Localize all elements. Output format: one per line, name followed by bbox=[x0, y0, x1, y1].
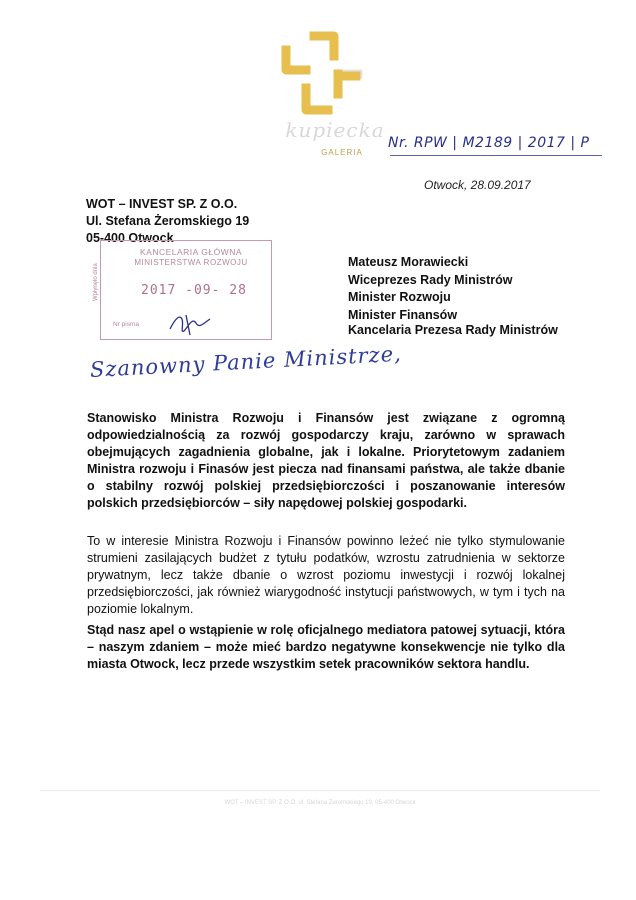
footer-divider bbox=[40, 790, 600, 791]
reference-number: Nr. RPW | M2189 | 2017 | P bbox=[388, 135, 590, 151]
recipient-title-1: Wiceprezes Rady Ministrów bbox=[348, 272, 513, 287]
recipient-title-2: Minister Rozwoju bbox=[348, 290, 451, 304]
stamp-date: 2017 -09- 28 bbox=[141, 283, 247, 298]
recipient-address bbox=[348, 254, 513, 324]
stamp-title: KANCELARIA GŁÓWNA bbox=[139, 247, 243, 257]
logo-wordmark: kupiecka bbox=[285, 118, 385, 142]
footer-text bbox=[40, 796, 600, 811]
recipient-institution: Kancelaria Prezesa Rady Ministrów bbox=[348, 323, 558, 337]
sender-city: 05-400 Otwock bbox=[86, 231, 174, 245]
recipient-name: Mateusz Morawiecki bbox=[348, 255, 469, 269]
body-paragraph-3: Stąd nasz apel o wstąpienie w rolę oficjalnego mediatora patowej sytuacji, która – naszym zdaniem – może mieć bardzo negatywne konsekwencje nie tylko dla miasta Otwock, lecz przede wszystkim setek pracowników sektora handlu. bbox=[87, 623, 565, 671]
sender-street: Ul. Stefana Żeromskiego 19 bbox=[86, 214, 250, 228]
stamp-signature-icon bbox=[166, 311, 221, 336]
handwritten-greeting: Szanowny Panie Ministrze, bbox=[89, 341, 403, 382]
sender-company: WOT – INVEST SP. Z O.O. bbox=[86, 197, 238, 211]
stamp-doc-label: Nr pisma bbox=[113, 321, 140, 328]
stamp-side-label: Wpłynęło dnia bbox=[93, 263, 99, 301]
body-paragraph-2: To w interesie Ministra Rozwoju i Finansów powinno leżeć nie tylko stymulowanie strumieni zasilających budżet z tytułu podatków, wzrostu zatrudnienia w sektorze prywatnym, lecz także dbanie o wzrost poziomu inwestycji i rozwój lokalnej przedsiębiorczości, jak również wiarygodność instytucji państwowych, w tym i tych na poziomie lokalnym. bbox=[87, 534, 565, 616]
recipient-title-3: Minister Finansów bbox=[348, 307, 458, 322]
gallery-logo-icon bbox=[276, 28, 366, 118]
body-paragraph-1: Stanowisko Ministra Rozwoju i Finansów jest związane z ogromną odpowiedzialnością za rozwój gospodarczy kraju, zarówno w sprawach obejmujących zagadnienia globalne, jak i lokalne. Priorytetowym zadaniem Ministra rozwoju i Finasów jest piecza nad finansami państwa, ale także dbanie o stabilny rozwój polskiej przedsiębiorczości i poszanowanie interesów polskich przedsiębiorców – siły napędowej polskiej gospodarki. bbox=[87, 411, 565, 510]
receipt-stamp bbox=[93, 240, 272, 340]
logo-subtitle: GALERIA bbox=[321, 148, 363, 157]
reference-underline bbox=[390, 155, 602, 156]
footer-line-1: WOT – INVEST SP. Z O.O. ul. Stefana Żeromskiego 19, 05-400 Otwock bbox=[224, 800, 416, 806]
stamp-subtitle: MINISTERSTWA ROZWOJU bbox=[134, 258, 248, 267]
place-date: Otwock, 28.09.2017 bbox=[424, 178, 531, 192]
